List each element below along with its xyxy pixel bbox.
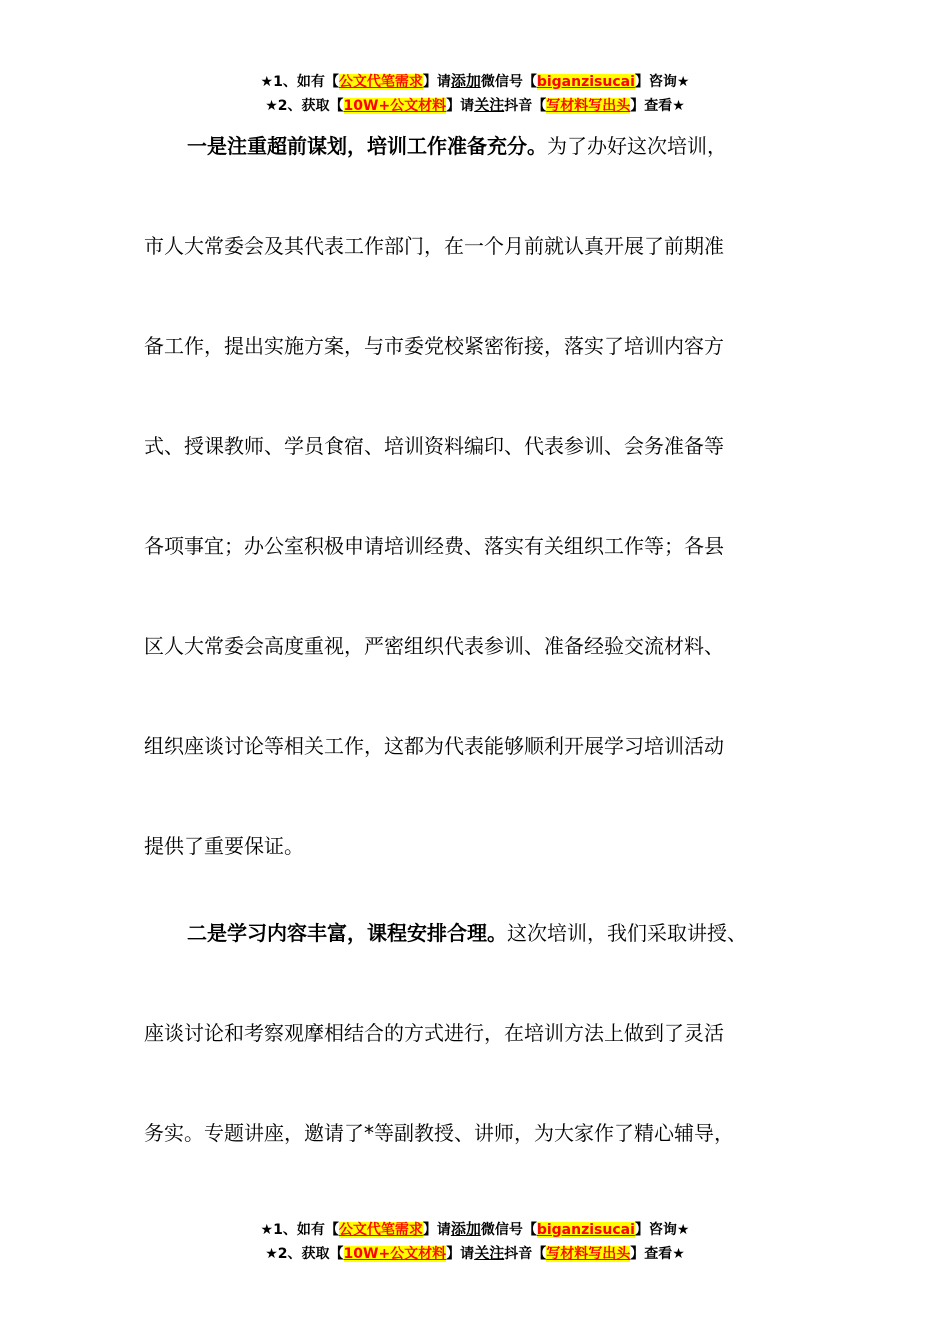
promo-line-1 xyxy=(0,70,950,94)
promo-line-2 xyxy=(0,1242,950,1266)
paragraph-line: 各项事宜；办公室积极申请培训经费、落实有关组织工作等；各县 xyxy=(144,534,724,558)
body-paragraph-2 xyxy=(144,883,824,1183)
promo-underlined-text: 关注 xyxy=(474,96,505,114)
promo-text: ★1、如有【 xyxy=(260,74,339,90)
promo-text: 】查看★ xyxy=(630,1246,685,1262)
paragraph-lead-heading: 二是学习内容丰富，课程安排合理。 xyxy=(187,921,507,945)
paragraph-line: 组织座谈讨论等相关工作，这都为代表能够顺利开展学习培训活动 xyxy=(144,734,724,758)
promo-douyin-id: 写材料写出头 xyxy=(546,98,631,114)
body-paragraph-1 xyxy=(144,96,824,896)
promo-text: 】查看★ xyxy=(630,98,685,114)
promo-highlight: 10W+公文材料 xyxy=(343,98,447,114)
promo-wechat-id: biganzisucai xyxy=(536,74,635,90)
paragraph-line: 务实。专题讲座，邀请了*等副教授、讲师，为大家作了精心辅导， xyxy=(144,1121,734,1145)
promo-text: 微信号【 xyxy=(480,1222,537,1238)
promo-underlined-text: 添加 xyxy=(450,72,481,90)
paragraph-line: 式、授课教师、学员食宿、培训资料编印、代表参训、会务准备等 xyxy=(144,434,724,458)
promo-highlight: 10W+公文材料 xyxy=(343,1246,447,1262)
promo-text: 】请 xyxy=(422,1222,451,1238)
footer-promo-banner xyxy=(0,1218,950,1266)
paragraph-line: 市人大常委会及其代表工作部门，在一个月前就认真开展了前期准 xyxy=(144,234,724,258)
promo-highlight: 公文代笔需求 xyxy=(338,1222,423,1238)
promo-text: ★2、获取【 xyxy=(265,98,344,114)
promo-text: ★1、如有【 xyxy=(260,1222,339,1238)
paragraph-line: 区人大常委会高度重视，严密组织代表参训、准备经验交流材料、 xyxy=(144,634,724,658)
promo-text: ★2、获取【 xyxy=(265,1246,344,1262)
promo-text: 抖音【 xyxy=(504,98,547,114)
paragraph-first-line xyxy=(144,883,824,983)
promo-text: 】请 xyxy=(422,74,451,90)
paragraph-text: 为了办好这次培训， xyxy=(547,134,727,158)
promo-text: 】咨询★ xyxy=(634,74,690,90)
paragraph-line: 备工作，提出实施方案，与市委党校紧密衔接，落实了培训内容方 xyxy=(144,334,724,358)
promo-text: 】请 xyxy=(446,1246,475,1262)
promo-wechat-id: biganzisucai xyxy=(536,1222,635,1238)
promo-underlined-text: 添加 xyxy=(450,1220,481,1238)
promo-text: 抖音【 xyxy=(504,1246,547,1262)
promo-douyin-id: 写材料写出头 xyxy=(546,1246,631,1262)
paragraph-text: 这次培训，我们采取讲授、 xyxy=(507,921,747,945)
paragraph-line: 座谈讨论和考察观摩相结合的方式进行，在培训方法上做到了灵活 xyxy=(144,1021,724,1045)
paragraph-line: 提供了重要保证。 xyxy=(144,834,304,858)
promo-text: 微信号【 xyxy=(480,74,537,90)
paragraph-lead-heading: 一是注重超前谋划，培训工作准备充分。 xyxy=(187,134,547,158)
promo-text: 】请 xyxy=(446,98,475,114)
promo-text: 】咨询★ xyxy=(634,1222,690,1238)
promo-underlined-text: 关注 xyxy=(474,1244,505,1262)
promo-line-1 xyxy=(0,1218,950,1242)
promo-highlight: 公文代笔需求 xyxy=(338,74,423,90)
paragraph-first-line xyxy=(144,96,824,196)
